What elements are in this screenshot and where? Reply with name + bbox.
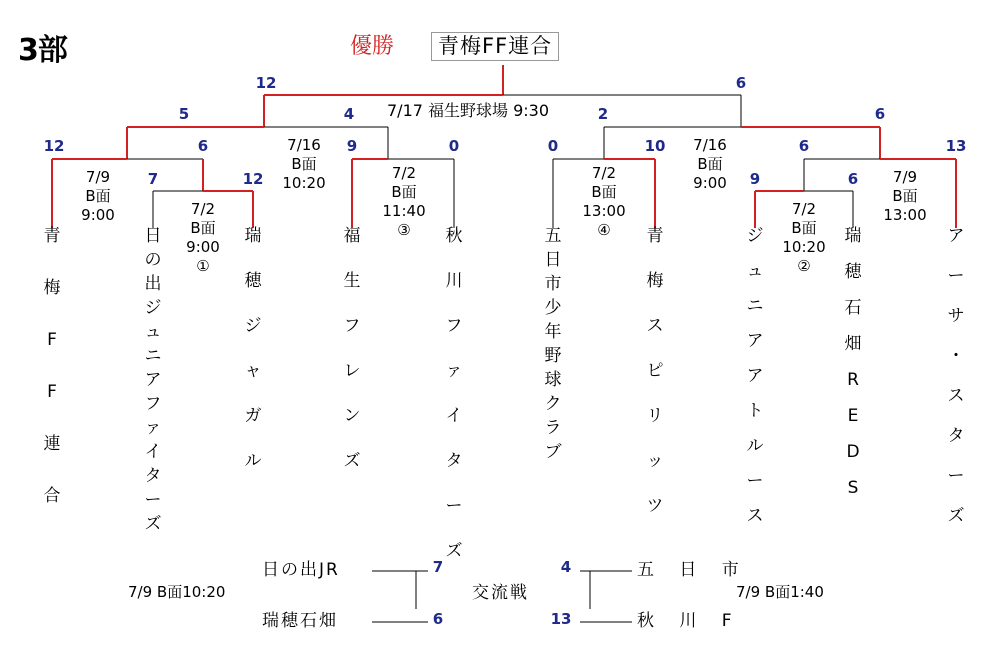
team-name-char: ー xyxy=(445,496,463,516)
team-name-char: E xyxy=(847,406,859,426)
team-name-7 xyxy=(647,228,664,543)
team-name-char: 日 xyxy=(144,226,162,246)
team-name-char: フ xyxy=(445,316,463,336)
team-name-char: ン xyxy=(343,406,361,426)
qf-1-score-right: 6 xyxy=(197,137,209,155)
team-name-char: タ xyxy=(144,466,162,486)
team-name-char: ァ xyxy=(445,361,463,381)
team-name-char: 五 xyxy=(544,226,562,246)
team-name-char: F xyxy=(47,382,57,402)
team-name-char: ク xyxy=(544,394,562,414)
team-name-char: ラ xyxy=(544,418,562,438)
team-name-char: ャ xyxy=(244,361,262,381)
exchange-right-score-top: 4 xyxy=(560,558,572,576)
team-name-char: 出 xyxy=(144,274,162,294)
champion-label: 優勝 xyxy=(350,34,395,59)
final-score-left: 12 xyxy=(255,74,277,92)
team-name-char: ジ xyxy=(746,226,764,246)
team-name-char: ァ xyxy=(144,418,162,438)
team-name-char: タ xyxy=(947,426,965,446)
exchange-left-score-top: 7 xyxy=(432,558,444,576)
team-name-char: フ xyxy=(343,316,361,336)
qf-4-score-right: 13 xyxy=(945,137,967,155)
r1-1-score-right: 12 xyxy=(242,170,264,188)
r1-1-score-left: 7 xyxy=(147,170,159,188)
exchange-left-date: 7/9 B面10:20 xyxy=(128,583,226,601)
exchange-left-team-bottom: 瑞穂石畑 xyxy=(262,611,338,631)
qf-3-score-left: 0 xyxy=(547,137,559,155)
team-name-char: 青 xyxy=(43,226,61,246)
team-name-char: ッ xyxy=(646,451,664,471)
team-name-4 xyxy=(344,228,361,498)
team-name-char: ュ xyxy=(144,322,162,342)
team-name-char: ア xyxy=(746,331,764,351)
team-name-char: ニ xyxy=(746,296,764,316)
qf-4-info: 7/9 B面 13:00 xyxy=(883,168,927,224)
team-name-char: 青 xyxy=(646,226,664,246)
team-name-1 xyxy=(44,228,61,540)
team-name-3 xyxy=(245,228,262,498)
team-name-char: ア xyxy=(947,226,965,246)
semifinal-2-score-bottom: 6 xyxy=(874,105,886,123)
team-name-char: R xyxy=(847,370,859,390)
exchange-right-team-bottom: 秋 川 F xyxy=(637,611,742,631)
final-score-right: 6 xyxy=(735,74,747,92)
team-name-char: 瑞 xyxy=(244,226,262,246)
team-name-char: イ xyxy=(144,442,162,462)
team-name-char: の xyxy=(144,250,162,270)
team-name-char: サ xyxy=(947,306,965,326)
team-name-6 xyxy=(545,228,562,468)
team-name-char: S xyxy=(847,478,859,498)
team-name-char: ス xyxy=(646,316,664,336)
team-name-char: 福 xyxy=(343,226,361,246)
champion-team: 青梅FF連合 xyxy=(431,32,559,61)
qf-2-info: 7/2 B面 11:40 ③ xyxy=(382,164,426,239)
team-name-char: 梅 xyxy=(43,278,61,298)
team-name-char: ガ xyxy=(244,406,262,426)
team-name-char: ー xyxy=(746,471,764,491)
r1-2-score-right: 6 xyxy=(847,170,859,188)
qf-4-score-left: 6 xyxy=(798,137,810,155)
team-name-char: ト xyxy=(746,401,764,421)
exchange-left-team-top: 日の出JR xyxy=(262,560,340,580)
team-name-char: ジ xyxy=(144,298,162,318)
semifinal-2-score-top: 2 xyxy=(597,105,609,123)
team-name-char: ツ xyxy=(646,496,664,516)
r1-2-info: 7/2 B面 10:20 ② xyxy=(782,200,826,275)
team-name-char: 穂 xyxy=(244,271,262,291)
team-name-char: 穂 xyxy=(844,262,862,282)
team-name-char: 畑 xyxy=(844,334,862,354)
team-name-char: 梅 xyxy=(646,271,664,291)
qf-1-score-left: 12 xyxy=(43,137,65,155)
team-name-char: ー xyxy=(947,466,965,486)
team-name-char: ル xyxy=(244,451,262,471)
team-name-char: タ xyxy=(445,451,463,471)
team-name-char: ア xyxy=(144,370,162,390)
team-name-char: ニ xyxy=(144,346,162,366)
team-name-char: 生 xyxy=(343,271,361,291)
exchange-left-score-bottom: 6 xyxy=(432,610,444,628)
team-name-char: ル xyxy=(746,436,764,456)
team-name-char: 野 xyxy=(544,346,562,366)
team-name-char: ー xyxy=(947,266,965,286)
team-name-char: リ xyxy=(646,406,664,426)
team-name-char: 石 xyxy=(844,298,862,318)
team-name-char: D xyxy=(846,442,860,462)
team-name-char: ズ xyxy=(445,541,463,561)
team-name-char: 球 xyxy=(544,370,562,390)
team-name-char: ズ xyxy=(144,514,162,534)
final-info: 7/17 福生野球場 9:30 xyxy=(387,101,550,120)
team-name-char: 年 xyxy=(544,322,562,342)
team-name-char: ジ xyxy=(244,316,262,336)
team-name-char: ス xyxy=(947,386,965,406)
team-name-char: ブ xyxy=(544,442,562,462)
exchange-right-date: 7/9 B面1:40 xyxy=(736,583,824,601)
qf-2-score-left: 9 xyxy=(346,137,358,155)
semifinal-1-score-top: 5 xyxy=(178,105,190,123)
team-name-char: 日 xyxy=(544,250,562,270)
exchange-label: 交流戦 xyxy=(472,583,529,603)
team-name-char: ュ xyxy=(746,261,764,281)
qf-1-info: 7/9 B面 9:00 xyxy=(81,168,115,224)
team-name-char: 市 xyxy=(544,274,562,294)
team-name-9 xyxy=(845,228,862,516)
team-name-char: フ xyxy=(144,394,162,414)
qf-3-info: 7/2 B面 13:00 ④ xyxy=(582,164,626,239)
team-name-char: 少 xyxy=(544,298,562,318)
r1-2-score-left: 9 xyxy=(749,170,761,188)
team-name-5 xyxy=(446,228,463,588)
team-name-char: ・ xyxy=(947,346,965,366)
semifinal-1-score-bottom: 4 xyxy=(343,105,355,123)
exchange-right-team-top: 五 日 市 xyxy=(637,560,749,580)
qf-3-score-right: 10 xyxy=(644,137,666,155)
team-name-2 xyxy=(145,228,162,540)
team-name-8 xyxy=(747,228,764,543)
team-name-char: ア xyxy=(746,366,764,386)
team-name-char: イ xyxy=(445,406,463,426)
team-name-char: ズ xyxy=(947,506,965,526)
team-name-char: F xyxy=(47,330,57,350)
r1-1-info: 7/2 B面 9:00 ① xyxy=(186,200,220,275)
team-name-char: ピ xyxy=(646,361,664,381)
team-name-char: レ xyxy=(343,361,361,381)
team-name-char: 連 xyxy=(43,434,61,454)
team-name-char: 川 xyxy=(445,271,463,291)
semifinal-1-info: 7/16 B面 10:20 xyxy=(282,136,326,192)
exchange-right-score-bottom: 13 xyxy=(550,610,572,628)
semifinal-2-info: 7/16 B面 9:00 xyxy=(693,136,727,192)
team-name-char: 秋 xyxy=(445,226,463,246)
qf-2-score-right: 0 xyxy=(448,137,460,155)
team-name-char: ス xyxy=(746,506,764,526)
team-name-char: ズ xyxy=(343,451,361,471)
team-name-char: 瑞 xyxy=(844,226,862,246)
team-name-char: 合 xyxy=(43,486,61,506)
team-name-char: ー xyxy=(144,490,162,510)
team-name-10 xyxy=(948,228,965,548)
page-title: 3部 xyxy=(18,33,67,68)
